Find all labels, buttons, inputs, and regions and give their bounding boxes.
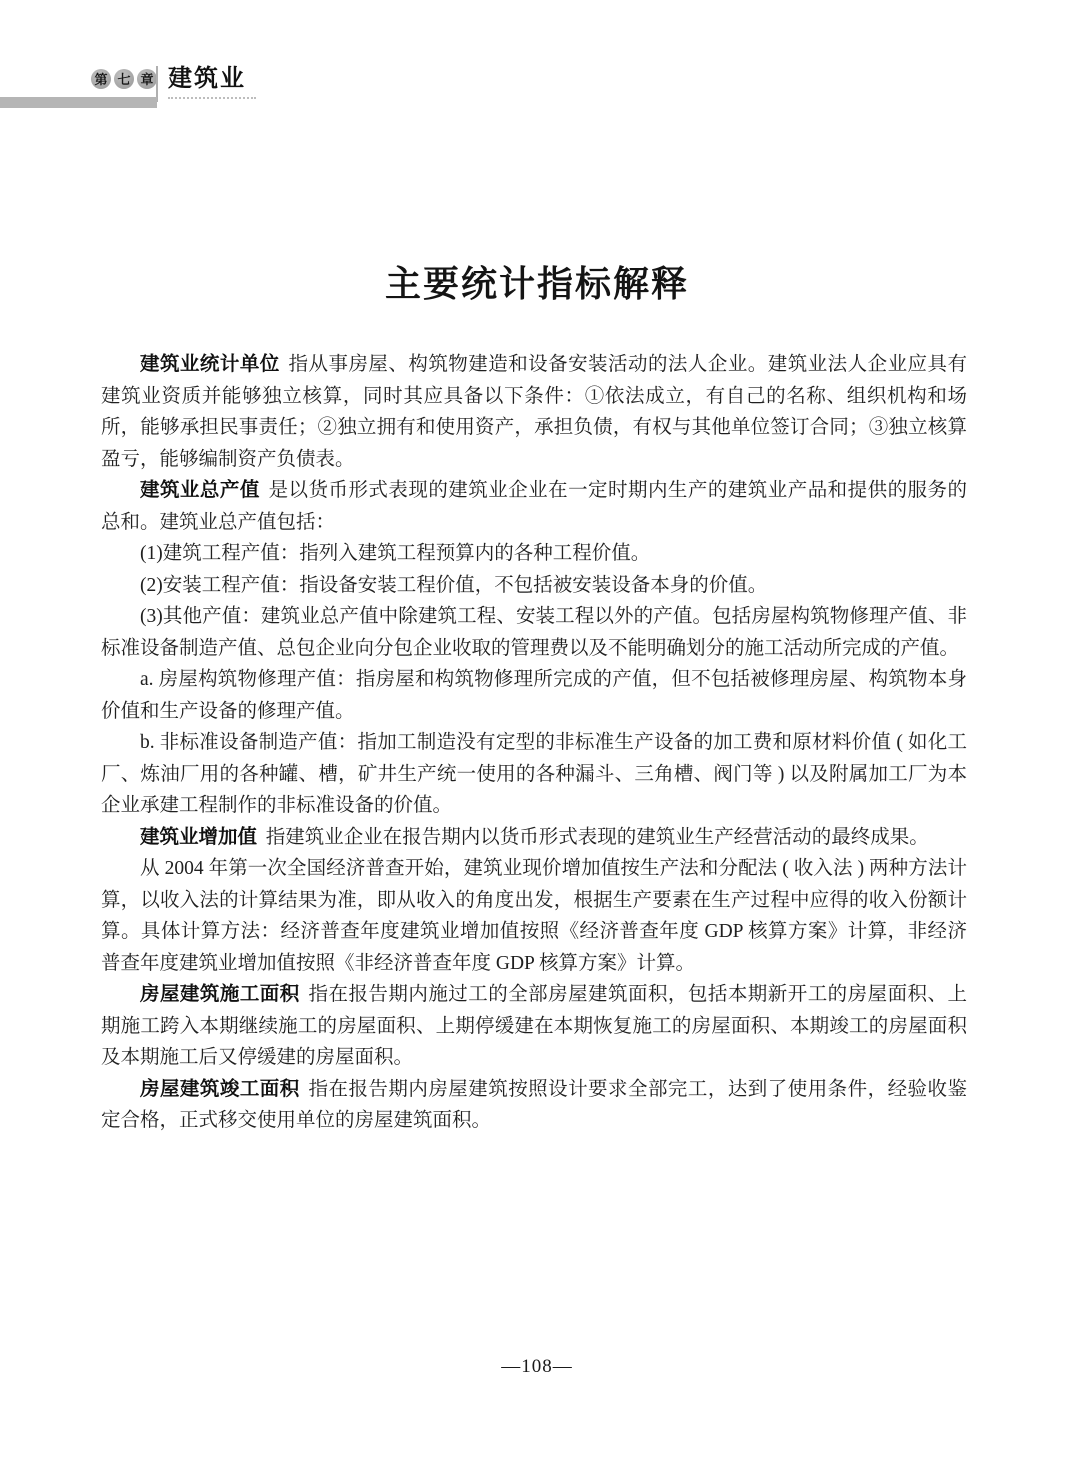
paragraph — [101, 853, 967, 979]
paragraph — [101, 979, 967, 1074]
chapter-badge — [91, 69, 157, 89]
term-label: 房屋建筑施工面积 — [140, 983, 300, 1005]
term-label: 建筑业统计单位 — [140, 353, 280, 375]
header-decor-bar — [0, 97, 157, 108]
paragraph-text: (3)其他产值：建筑业总产值中除建筑工程、安装工程以外的产值。包括房屋构筑物修理产值、非标准设备制造产值、总包企业向分包企业收取的管理费以及不能明确划分的施工活动所完成的产值。 — [101, 606, 967, 659]
page-title: 主要统计指标解释 — [384, 263, 689, 304]
paragraph — [101, 538, 967, 570]
term-label: 建筑业增加值 — [140, 825, 258, 848]
paragraph — [101, 570, 967, 602]
paragraph — [101, 349, 967, 475]
paragraph-text: b. 非标准设备制造产值：指加工制造没有定型的非标准生产设备的加工费和原材料价值 ( 如化工厂、炼油厂用的各种罐、槽，矿井生产统一使用的各种漏斗、三角槽、阀门等 ) 以及附属加工厂为本企业承建工程制作的非标准设备的价值。 — [101, 732, 967, 816]
paragraph — [101, 1074, 967, 1137]
paragraph-text: 指建筑业企业在报告期内以货币形式表现的建筑业生产经营活动的最终成果。 — [265, 826, 929, 848]
paragraph-text: 指从事房屋、构筑物建造和设备安装活动的法人企业。建筑业法人企业应具有建筑业资质并能够独立核算，同时其应具备以下条件：①依法成立，有自己的名称、组织机构和场所，能够承担民事责任；②独立拥有和使用资产，承担负债，有权与其他单位签订合同；③独立核算盈亏，能够编制资产负债表。 — [101, 354, 967, 470]
paragraph-text: (2)安装工程产值：指设备安装工程价值，不包括被安装设备本身的价值。 — [140, 574, 768, 596]
paragraph-text: 是以货币形式表现的建筑业企业在一定时期内生产的建筑业产品和提供的服务的总和。建筑业总产值包括： — [101, 480, 967, 533]
paragraph-text: (1)建筑工程产值：指列入建筑工程预算内的各种工程价值。 — [140, 543, 651, 564]
paragraph — [101, 822, 967, 854]
chapter-title-underline — [168, 97, 256, 99]
paragraph — [101, 475, 967, 538]
paragraph-text: a. 房屋构筑物修理产值：指房屋和构筑物修理所完成的产值，但不包括被修理房屋、构筑物本身价值和生产设备的修理产值。 — [101, 669, 967, 722]
paragraph — [101, 601, 967, 664]
paragraph — [101, 664, 967, 727]
term-label: 房屋建筑竣工面积 — [140, 1077, 300, 1100]
chapter-badge-circle: 第 — [91, 69, 111, 89]
paragraph — [101, 727, 967, 822]
page-number: —108— — [501, 1356, 573, 1377]
chapter-title: 建筑业 — [168, 65, 246, 92]
paragraph-text: 指在报告期内施过工的全部房屋建筑面积，包括本期新开工的房屋面积、上期施工跨入本期继续施工的房屋面积、上期停缓建在本期恢复施工的房屋面积、本期竣工的房屋面积及本期施工后又停缓建的房屋面积。 — [101, 984, 967, 1068]
term-label: 建筑业总产值 — [140, 479, 260, 501]
body-text — [101, 349, 967, 1137]
chapter-badge-circle: 七 — [114, 69, 134, 89]
chapter-badge-circle: 章 — [137, 69, 157, 89]
paragraph-text: 从 2004 年第一次全国经济普查开始，建筑业现价增加值按生产法和分配法 ( 收入法 ) 两种方法计算，以收入法的计算结果为准，即从收入的角度出发，根据生产要素在生产过程中应得的收入份额计算。具体计算方法：经济普查年度建筑业增加值按照《经济普查年度 GDP 核算方案》计算，非经济普查年度建筑业增加值按照《非经济普查年度 GDP 核算方案》计算。 — [101, 858, 967, 974]
paragraph-text: 指在报告期内房屋建筑按照设计要求全部完工，达到了使用条件，经验收鉴定合格，正式移交使用单位的房屋建筑面积。 — [101, 1078, 967, 1131]
